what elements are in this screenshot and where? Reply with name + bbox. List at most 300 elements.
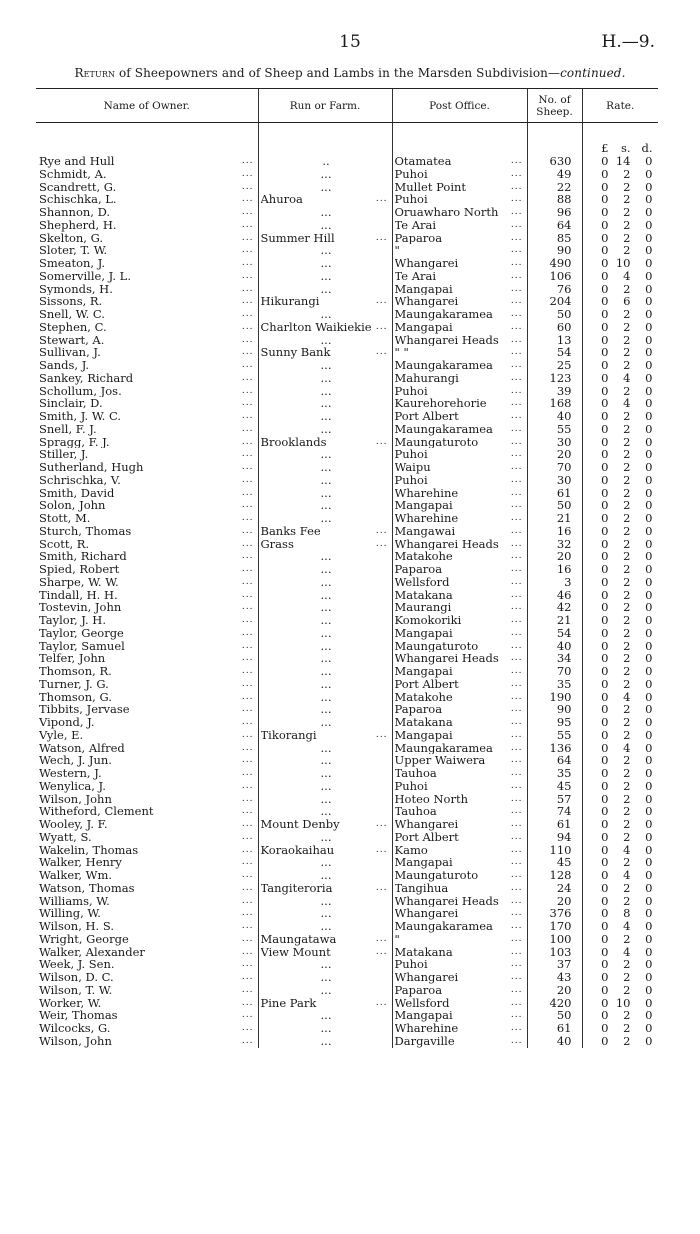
table-row — [36, 1035, 658, 1048]
rate-pounds: 0 — [601, 958, 609, 971]
run-ditto: ... — [320, 690, 332, 704]
rate-pounds: 0 — [601, 792, 609, 806]
rate-pence: 0 — [645, 295, 653, 308]
leader-dots: ... — [510, 398, 523, 409]
run-ditto: ... — [320, 601, 332, 614]
owner-name: Watson, Thomas — [39, 881, 135, 895]
rate-shillings: 2 — [623, 461, 631, 474]
post-office: Paparoa — [394, 703, 443, 716]
run-ditto: ... — [320, 550, 332, 563]
run-ditto: ... — [320, 958, 332, 971]
leader-dots: ... — [510, 372, 523, 383]
post-office: Matakana — [394, 716, 453, 729]
leader-dots: ... — [510, 640, 523, 651]
rate-shillings: 10 — [615, 996, 631, 1010]
rate-shillings: 2 — [623, 881, 631, 895]
rate-pounds: 0 — [601, 843, 609, 857]
rate-pence: 0 — [645, 473, 653, 487]
post-office: Maungaturoto — [394, 639, 479, 653]
rate-pence: 0 — [645, 1034, 653, 1048]
table-row — [36, 589, 658, 602]
sheep-count: 54 — [527, 627, 582, 640]
owner-name: Spied, Robert — [39, 563, 120, 576]
leader-dots: ... — [241, 564, 254, 574]
owner-name: Wilson, John — [39, 1034, 112, 1048]
run-ditto: ... — [320, 665, 332, 678]
rate-shillings: 2 — [623, 830, 631, 844]
run-ditto: ... — [320, 792, 332, 806]
table-row — [36, 576, 658, 589]
sheep-count: 90 — [527, 244, 582, 257]
post-office: Puhoi — [394, 193, 428, 206]
table-row — [36, 461, 658, 474]
rate-pence: 0 — [645, 958, 653, 971]
leader-dots: ... — [510, 908, 523, 919]
post-office: Paparoa — [394, 563, 443, 576]
rate-shillings: 2 — [623, 308, 631, 321]
leader-dots: ... — [510, 895, 523, 906]
rate-pounds: 0 — [601, 435, 609, 449]
rate-pence: 0 — [645, 257, 653, 270]
run-ditto: ... — [320, 180, 332, 194]
run-ditto: ... — [320, 512, 332, 525]
sheep-count: 106 — [527, 270, 582, 283]
rate-shillings: 2 — [623, 779, 631, 793]
rate-pounds: 0 — [601, 971, 609, 984]
leader-dots: ... — [241, 780, 254, 791]
rate-shillings: 2 — [623, 524, 631, 538]
rate-pence: 0 — [645, 563, 653, 576]
rate-pounds: 0 — [601, 1009, 609, 1022]
rate-pounds: 0 — [601, 830, 609, 844]
post-office: Wellsford — [394, 996, 450, 1010]
sheep-count: 60 — [527, 321, 582, 334]
post-office: Puhoi — [394, 167, 428, 181]
rate-pounds: 0 — [601, 320, 609, 334]
rate-shillings: 2 — [623, 359, 631, 372]
table-row — [36, 640, 658, 653]
leader-dots: ... — [241, 168, 254, 179]
run-name: Charlton Waikiekie — [260, 320, 372, 334]
owner-name: Smith, J. W. C. — [39, 410, 121, 423]
rate-pounds: 0 — [601, 512, 609, 525]
table-title — [0, 66, 700, 80]
rate-shillings: 4 — [623, 945, 631, 959]
post-office: Mangapai — [394, 1009, 453, 1022]
run-ditto: ... — [320, 206, 332, 219]
rate-pounds: 0 — [601, 499, 609, 512]
sheep-count: 37 — [527, 958, 582, 971]
run-ditto: ... — [320, 499, 332, 512]
leader-dots: ... — [510, 984, 523, 995]
leader-dots: ... — [241, 321, 254, 332]
leader-dots: ... — [375, 933, 388, 944]
leader-dots: ... — [241, 959, 254, 970]
post-office: " — [394, 244, 400, 257]
sheep-count: 24 — [527, 882, 582, 895]
rate-shillings: 2 — [623, 180, 631, 194]
leader-dots: ... — [510, 500, 523, 511]
rate-pence: 0 — [645, 346, 653, 359]
post-office: Port Albert — [394, 830, 459, 844]
leader-dots: ... — [375, 296, 388, 307]
sheep-count: 420 — [527, 997, 582, 1010]
post-office: Tangihua — [394, 881, 449, 895]
table-row — [36, 958, 658, 971]
rate-pence: 0 — [645, 920, 653, 933]
table-row — [36, 308, 658, 321]
rate-pence: 0 — [645, 856, 653, 869]
post-office: Port Albert — [394, 410, 459, 423]
run-ditto: ... — [320, 359, 332, 372]
rate-shillings: 2 — [623, 422, 631, 436]
leader-dots: ... — [510, 844, 523, 855]
post-office: Maungakaramea — [394, 741, 493, 755]
owner-name: Telfer, John — [39, 652, 106, 665]
post-office: Mangapai — [394, 728, 453, 742]
title-text: of Sheepowners and of Sheep and Lambs in the Marsden Subdivision— — [115, 66, 561, 80]
run-ditto: ... — [320, 716, 332, 729]
leader-dots: ... — [510, 462, 523, 472]
leader-dots: ... — [510, 258, 523, 268]
column-header-run: Run or Farm. — [258, 89, 392, 123]
leader-dots: ... — [241, 309, 254, 319]
owner-name: Sands, J. — [39, 359, 90, 372]
rate-shillings: 2 — [623, 244, 631, 257]
rate-shillings: 2 — [623, 218, 631, 232]
table-row — [36, 895, 658, 908]
leader-dots: ... — [510, 334, 523, 345]
rate-shillings: 2 — [623, 167, 631, 181]
rate-pounds: 0 — [601, 983, 609, 997]
leader-dots: ... — [375, 436, 388, 447]
owner-name: Stephen, C. — [39, 320, 107, 334]
leader-dots: ... — [510, 1035, 523, 1046]
leader-dots: ... — [241, 156, 254, 166]
run-ditto: ... — [320, 461, 332, 474]
sheep-count: 95 — [527, 716, 582, 729]
table-row — [36, 754, 658, 767]
post-office: Puhoi — [394, 448, 428, 461]
post-office: Whangarei Heads — [394, 333, 499, 347]
rate-shillings: 2 — [623, 639, 631, 653]
sheep-count: 57 — [527, 793, 582, 806]
rate-pence: 0 — [645, 550, 653, 563]
sheep-count: 85 — [527, 232, 582, 245]
table-row — [36, 155, 658, 168]
sheep-count: 35 — [527, 767, 582, 780]
rate-pounds: 0 — [601, 563, 609, 576]
rate-pence: 0 — [645, 869, 653, 882]
sheep-count: 74 — [527, 805, 582, 818]
run-ditto: ... — [320, 1022, 332, 1035]
leader-dots: ... — [241, 997, 254, 1008]
post-office: Matakana — [394, 945, 453, 959]
sheep-count: 96 — [527, 206, 582, 219]
leader-dots: ... — [241, 1023, 254, 1033]
post-office: Maungakaramea — [394, 920, 493, 933]
table-row — [36, 984, 658, 997]
rate-shillings: 2 — [623, 473, 631, 487]
leader-dots: ... — [375, 844, 388, 855]
owner-name: Smith, Richard — [39, 550, 127, 563]
rate-pounds: 0 — [601, 920, 609, 933]
owner-name: Turner, J. G. — [39, 677, 109, 691]
rate-pence: 0 — [645, 741, 653, 755]
leader-dots: ... — [241, 500, 254, 511]
owner-name: Spragg, F. J. — [39, 435, 110, 449]
leader-dots: ... — [241, 513, 254, 523]
table-row — [36, 257, 658, 270]
rate-shillings: 2 — [623, 206, 631, 219]
owner-name: Shannon, D. — [39, 206, 111, 219]
leader-dots: ... — [241, 372, 254, 383]
leader-dots: ... — [510, 449, 523, 460]
rate-shillings: 2 — [623, 716, 631, 729]
table-row — [36, 818, 658, 831]
rate-shillings: 2 — [623, 703, 631, 716]
rate-pounds: 0 — [601, 703, 609, 716]
sheep-count: 22 — [527, 181, 582, 194]
leader-dots: ... — [241, 908, 254, 919]
sheep-count: 61 — [527, 487, 582, 500]
leader-dots: ... — [241, 296, 254, 307]
table-row — [36, 780, 658, 793]
rate-pounds: 0 — [601, 805, 609, 818]
leader-dots: ... — [510, 245, 523, 256]
run-ditto: ... — [320, 805, 332, 818]
rate-shillings: 2 — [623, 333, 631, 347]
leader-dots: ... — [510, 296, 523, 307]
table-row — [36, 805, 658, 818]
sheep-count: 45 — [527, 780, 582, 793]
rate-pence: 0 — [645, 320, 653, 334]
post-office: Puhoi — [394, 384, 428, 398]
table-row — [36, 933, 658, 946]
rate-pence: 0 — [645, 461, 653, 474]
sheep-count: 64 — [527, 219, 582, 232]
rate-shillings: 2 — [623, 677, 631, 691]
run-ditto: ... — [320, 333, 332, 347]
owner-name: Tostevin, John — [39, 601, 122, 614]
sheep-count: 76 — [527, 283, 582, 296]
run-name: Tikorangi — [260, 728, 317, 742]
owner-name: Thomson, G. — [39, 690, 112, 704]
run-ditto: ... — [320, 894, 332, 908]
leader-dots: ... — [241, 423, 254, 434]
run-name: Ahuroa — [260, 193, 303, 206]
sheep-count: 35 — [527, 678, 582, 691]
leader-dots: ... — [241, 602, 254, 613]
leader-dots: ... — [241, 589, 254, 600]
leader-dots: ... — [241, 525, 254, 536]
post-office: Maungaturoto — [394, 435, 479, 449]
run-ditto: ... — [320, 983, 332, 997]
rate-shillings: 2 — [623, 231, 631, 245]
sheep-count: 20 — [527, 895, 582, 908]
rate-shillings: 2 — [623, 193, 631, 206]
post-office: Wharehine — [394, 486, 459, 500]
leader-dots: ... — [241, 857, 254, 868]
sheep-count: 42 — [527, 601, 582, 614]
rate-pence: 0 — [645, 754, 653, 767]
leader-dots: ... — [241, 946, 254, 957]
rate-shillings: 2 — [623, 932, 631, 946]
table-row — [36, 525, 658, 538]
leader-dots: ... — [241, 768, 254, 778]
rate-pounds: 0 — [601, 155, 609, 168]
rate-pounds: 0 — [601, 894, 609, 908]
rate-shillings: 2 — [623, 767, 631, 780]
leader-dots: ... — [510, 513, 523, 523]
table-row — [36, 206, 658, 219]
owner-name: Stewart, A. — [39, 333, 105, 347]
rate-pounds: 0 — [601, 397, 609, 410]
run-ditto: ... — [320, 741, 332, 755]
leader-dots: ... — [241, 538, 254, 549]
leader-dots: ... — [241, 704, 254, 715]
post-office: Upper Waiwera — [394, 754, 486, 767]
rate-pounds: 0 — [601, 257, 609, 270]
leader-dots: ... — [241, 895, 254, 906]
leader-dots: ... — [375, 347, 388, 358]
run-ditto: ... — [320, 588, 332, 602]
leader-dots: ... — [510, 385, 523, 396]
leader-dots: ... — [510, 921, 523, 931]
rate-pence: 0 — [645, 180, 653, 194]
leader-dots: ... — [510, 360, 523, 370]
table-row — [36, 181, 658, 194]
rate-pounds: 0 — [601, 167, 609, 181]
rate-pounds: 0 — [601, 690, 609, 704]
sheep-count: 61 — [527, 818, 582, 831]
rate-pence: 0 — [645, 410, 653, 423]
owner-name: Vipond, J. — [39, 716, 95, 729]
owner-name: Thomson, R. — [39, 665, 112, 678]
leader-dots: ... — [375, 321, 388, 332]
owner-name: Shepherd, H. — [39, 218, 117, 232]
rate-shillings: 2 — [623, 563, 631, 576]
leader-dots: ... — [510, 946, 523, 957]
run-ditto: ... — [320, 754, 332, 767]
leader-dots: ... — [241, 347, 254, 358]
sheep-count: 110 — [527, 844, 582, 857]
rate-pounds: 0 — [601, 384, 609, 398]
title-return-word: Return — [74, 66, 116, 80]
table-row — [36, 270, 658, 283]
owner-name: Scandrett, G. — [39, 180, 117, 194]
owner-name: Stott, M. — [39, 512, 91, 525]
table-row — [36, 742, 658, 755]
leader-dots: ... — [375, 232, 388, 243]
post-office: " — [394, 932, 400, 946]
rate-shillings: 2 — [623, 448, 631, 461]
leader-dots: ... — [510, 156, 523, 166]
table-row — [36, 703, 658, 716]
leader-dots: ... — [241, 742, 254, 753]
leader-dots: ... — [375, 729, 388, 740]
rate-shillings: 2 — [623, 588, 631, 602]
table-row — [36, 997, 658, 1010]
leader-dots: ... — [241, 270, 254, 281]
post-office: Maurangi — [394, 601, 452, 614]
table-row — [36, 907, 658, 920]
leader-dots: ... — [375, 538, 388, 549]
sheep-count: 25 — [527, 359, 582, 372]
owner-name: Skelton, G. — [39, 231, 104, 245]
leader-dots: ... — [241, 984, 254, 995]
leader-dots: ... — [510, 870, 523, 880]
table-row — [36, 499, 658, 512]
leader-dots: ... — [510, 666, 523, 676]
table-row — [36, 729, 658, 742]
leader-dots: ... — [510, 423, 523, 434]
leader-dots: ... — [510, 602, 523, 613]
leader-dots: ... — [510, 997, 523, 1008]
leader-dots: ... — [241, 691, 254, 702]
sheep-count: 30 — [527, 474, 582, 487]
leader-dots: ... — [510, 653, 523, 664]
table-row — [36, 869, 658, 882]
rate-pence: 0 — [645, 448, 653, 461]
rate-pounds: 0 — [601, 346, 609, 359]
sheep-count: 136 — [527, 742, 582, 755]
run-name: Mount Denby — [260, 818, 340, 831]
post-office: Matakohe — [394, 690, 453, 704]
rate-pence: 0 — [645, 843, 653, 857]
rate-shillings: 2 — [623, 754, 631, 767]
leader-dots: ... — [241, 933, 254, 944]
unit-shillings: s. — [620, 141, 631, 155]
owner-name: Scott, R. — [39, 537, 90, 551]
rate-shillings: 2 — [623, 894, 631, 908]
rate-pence: 0 — [645, 1009, 653, 1022]
rate-pence: 0 — [645, 792, 653, 806]
owner-name: Week, J. Sen. — [39, 958, 115, 971]
sheep-count: 16 — [527, 525, 582, 538]
rate-pounds: 0 — [601, 180, 609, 194]
post-office: Whangarei Heads — [394, 894, 499, 908]
leader-dots: ... — [510, 232, 523, 243]
sheep-count: 168 — [527, 397, 582, 410]
run-ditto: ... — [320, 244, 332, 257]
leader-dots: ... — [510, 857, 523, 868]
leader-dots: ... — [241, 334, 254, 345]
run-ditto: ... — [320, 422, 332, 436]
rate-pence: 0 — [645, 244, 653, 257]
leader-dots: ... — [241, 844, 254, 855]
leader-dots: ... — [510, 181, 523, 192]
sheepowners-table — [36, 88, 658, 1048]
post-office: Wharehine — [394, 1022, 459, 1035]
rate-pence: 0 — [645, 384, 653, 398]
run-ditto: ... — [320, 677, 332, 691]
rate-shillings: 2 — [623, 512, 631, 525]
sheep-count: 50 — [527, 308, 582, 321]
table-row — [36, 627, 658, 640]
owner-name: Western, J. — [39, 767, 102, 780]
owner-name: Sutherland, Hugh — [39, 461, 144, 474]
table-row — [36, 678, 658, 691]
run-ditto: ... — [320, 448, 332, 461]
table-row — [36, 856, 658, 869]
rate-shillings: 2 — [623, 1034, 631, 1048]
owner-name: Walker, Alexander — [39, 945, 145, 959]
leader-dots: ... — [510, 1010, 523, 1021]
table-row — [36, 232, 658, 245]
sheep-count: 100 — [527, 933, 582, 946]
run-ditto: ... — [320, 563, 332, 576]
